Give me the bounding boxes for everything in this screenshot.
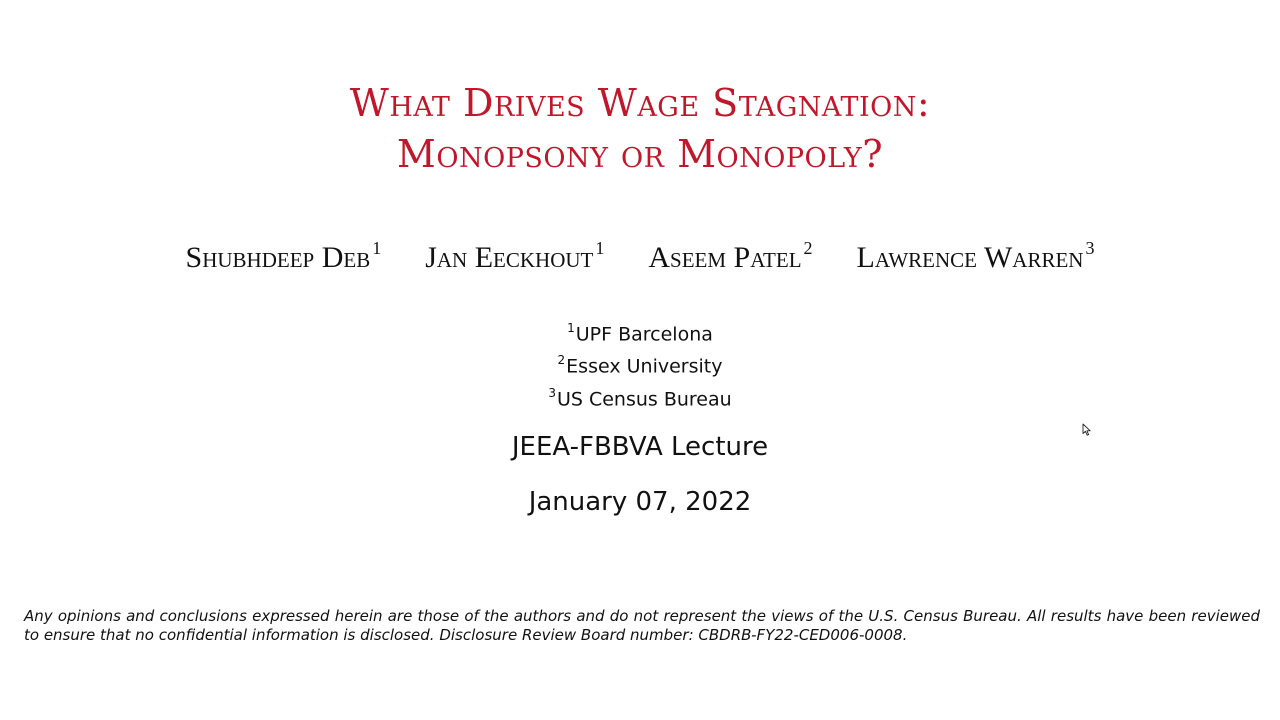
event-name: JEEA-FBBVA Lecture bbox=[511, 432, 769, 462]
author-list bbox=[0, 240, 1280, 275]
author-name: Aseem Patel bbox=[648, 241, 802, 274]
author-affiliation-marker: 3 bbox=[1085, 238, 1095, 258]
affiliation-marker: 3 bbox=[548, 385, 556, 400]
affiliation-name: UPF Barcelona bbox=[575, 323, 713, 346]
affiliation-marker: 1 bbox=[567, 321, 575, 335]
affiliation-name: US Census Bureau bbox=[556, 387, 732, 410]
affiliation-2 bbox=[0, 348, 1280, 380]
slide-title bbox=[0, 78, 1280, 180]
author-name: Jan Eeckhout bbox=[425, 241, 594, 274]
author-2 bbox=[425, 240, 604, 275]
census-disclaimer: Any opinions and conclusions expressed herein are those of the authors and do not represent the views of the U.S. Census Bureau. All results have been reviewed to ensure that no confidential information is disclosed. Disclosure Review Board number: CBDRB-FY22-CED006-0008. bbox=[24, 607, 1260, 644]
affiliation-name: Essex University bbox=[566, 355, 723, 378]
affiliation-list bbox=[0, 316, 1280, 413]
mouse-pointer-icon bbox=[1082, 423, 1092, 436]
slide-title-line-1: What Drives Wage Stagnation: bbox=[349, 81, 931, 125]
affiliation-3 bbox=[0, 381, 1280, 413]
author-affiliation-marker: 1 bbox=[372, 238, 382, 258]
author-affiliation-marker: 2 bbox=[803, 238, 813, 258]
author-3 bbox=[648, 240, 812, 275]
affiliation-1 bbox=[0, 316, 1280, 348]
slide-title-line-2: Monopsony or Monopoly? bbox=[396, 132, 884, 176]
presentation-date: January 07, 2022 bbox=[528, 487, 752, 517]
author-4 bbox=[857, 240, 1095, 275]
author-name: Lawrence Warren bbox=[856, 241, 1084, 274]
affiliation-marker: 2 bbox=[557, 353, 566, 368]
author-1 bbox=[186, 240, 382, 275]
author-affiliation-marker: 1 bbox=[595, 238, 605, 258]
author-name: Shubhdeep Deb bbox=[185, 241, 371, 274]
